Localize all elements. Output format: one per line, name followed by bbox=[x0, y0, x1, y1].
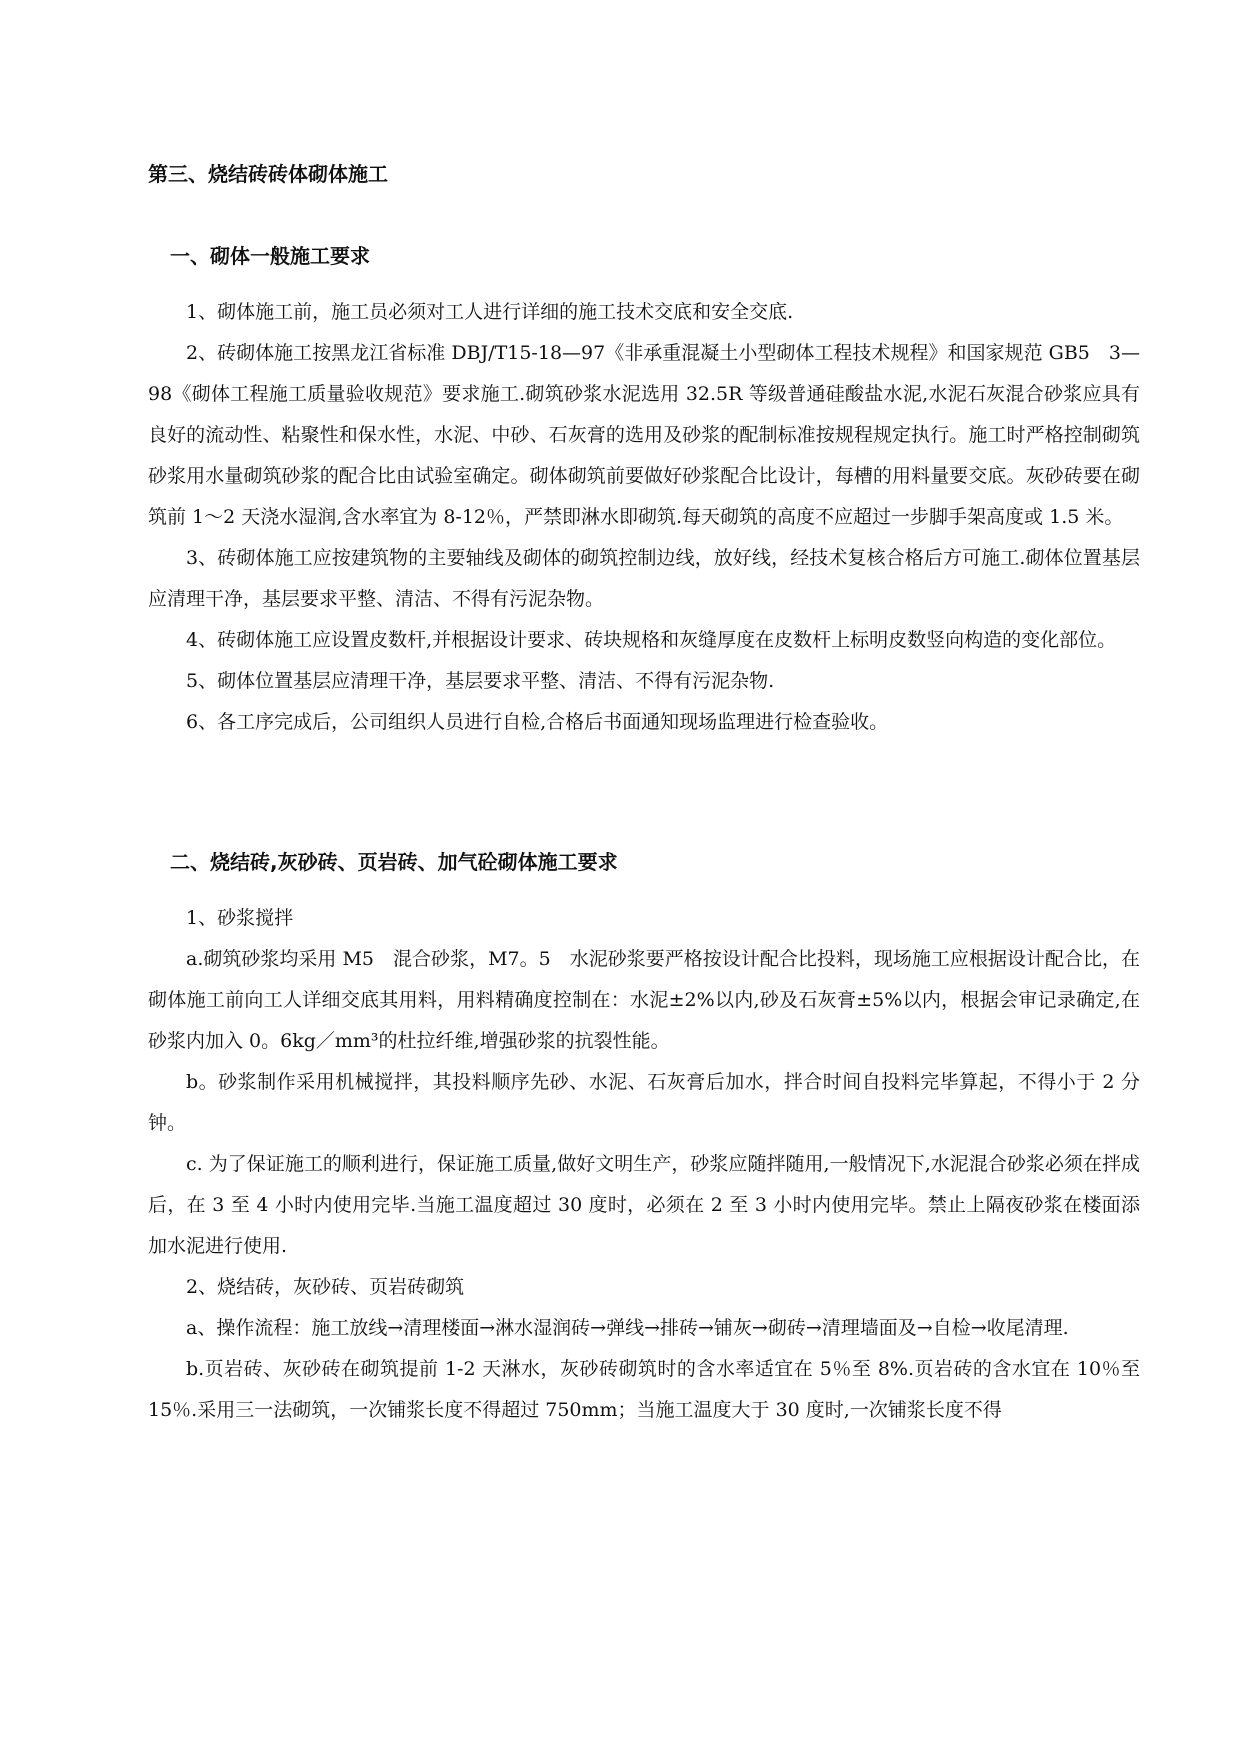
paragraph: a、操作流程：施工放线→清理楼面→淋水湿润砖→弹线→排砖→铺灰→砌砖→清理墙面及→自检→收尾清理. bbox=[186, 1317, 1069, 1339]
paragraph: 6、各工序完成后，公司组织人员进行自检,合格后书面通知现场监理进行检查验收。 bbox=[186, 711, 889, 733]
section-2-title: 二、烧结砖,灰砂砖、页岩砖、加气砼砌体施工要求 bbox=[170, 850, 618, 874]
section-2-body bbox=[148, 898, 1140, 1431]
paragraph: 2、烧结砖，灰砂砖、页岩砖砌筑 bbox=[186, 1276, 465, 1298]
paragraph: 3、砖砌体施工应按建筑物的主要轴线及砌体的砌筑控制边线，放好线，经技术复核合格后方可施工.砌体位置基层应清理干净，基层要求平整、清洁、不得有污泥杂物。 bbox=[148, 547, 1140, 610]
paragraph: 1、砂浆搅拌 bbox=[186, 907, 294, 929]
paragraph: b。砂浆制作采用机械搅拌，其投料顺序先砂、水泥、石灰膏后加水，拌合时间自投料完毕算起，不得小于 2 分钟。 bbox=[148, 1071, 1140, 1134]
paragraph: 1、砌体施工前，施工员必须对工人进行详细的施工技术交底和安全交底. bbox=[186, 301, 794, 323]
section-1-title: 一、砌体一般施工要求 bbox=[170, 244, 370, 268]
chapter-title: 第三、烧结砖砖体砌体施工 bbox=[148, 162, 388, 186]
paragraph: b.页岩砖、灰砂砖在砌筑提前 1-2 天淋水，灰砂砖砌筑时的含水率适宜在 5％至 8%.页岩砖的含水宜在 10％至 15％.采用三一法砌筑，一次铺浆长度不得超过 750mm；当施工温度大于 30 度时,一次铺浆长度不得 bbox=[148, 1358, 1140, 1421]
paragraph: 4、砖砌体施工应设置皮数杆,并根据设计要求、砖块规格和灰缝厚度在皮数杆上标明皮数竖向构造的变化部位。 bbox=[186, 629, 1117, 651]
section-1-body bbox=[148, 292, 1140, 743]
paragraph: c. 为了保证施工的顺利进行，保证施工质量,做好文明生产，砂浆应随拌随用,一般情况下,水泥混合砂浆必须在拌成后，在 3 至 4 小时内使用完毕.当施工温度超过 30 度时，必须在 2 至 3 小时内使用完毕。禁止上隔夜砂浆在楼面添加水泥进行使用. bbox=[148, 1153, 1140, 1257]
paragraph: a.砌筑砂浆均采用 M5 混合砂浆，M7。5 水泥砂浆要严格按设计配合比投料，现场施工应根据设计配合比，在砌体施工前向工人详细交底其用料，用料精确度控制在：水泥±2%以内,砂及石灰膏±5%以内，根据会审记录确定,在砂浆内加入 0。6kg／mm³的杜拉纤维,增强砂浆的抗裂性能。 bbox=[148, 948, 1140, 1052]
paragraph: 5、砌体位置基层应清理干净，基层要求平整、清洁、不得有污泥杂物. bbox=[186, 670, 775, 692]
paragraph: 2、砖砌体施工按黑龙江省标准 DBJ/T15-18—97《非承重混凝土小型砌体工程技术规程》和国家规范 GB5 3—98《砌体工程施工质量验收规范》要求施工.砌筑砂浆水泥选用 32.5R 等级普通硅酸盐水泥,水泥石灰混合砂浆应具有良好的流动性、粘聚性和保水性，水泥、中砂、石灰膏的选用及砂浆的配制标准按规程规定执行。施工时严格控制砌筑砂浆用水量砌筑砂浆的配合比由试验室确定。砌体砌筑前要做好砂浆配合比设计，每槽的用料量要交底。灰砂砖要在砌筑前 1～2 天浇水湿润,含水率宜为 8-12％，严禁即淋水即砌筑.每天砌筑的高度不应超过一步脚手架高度或 1.5 米。 bbox=[148, 342, 1140, 528]
